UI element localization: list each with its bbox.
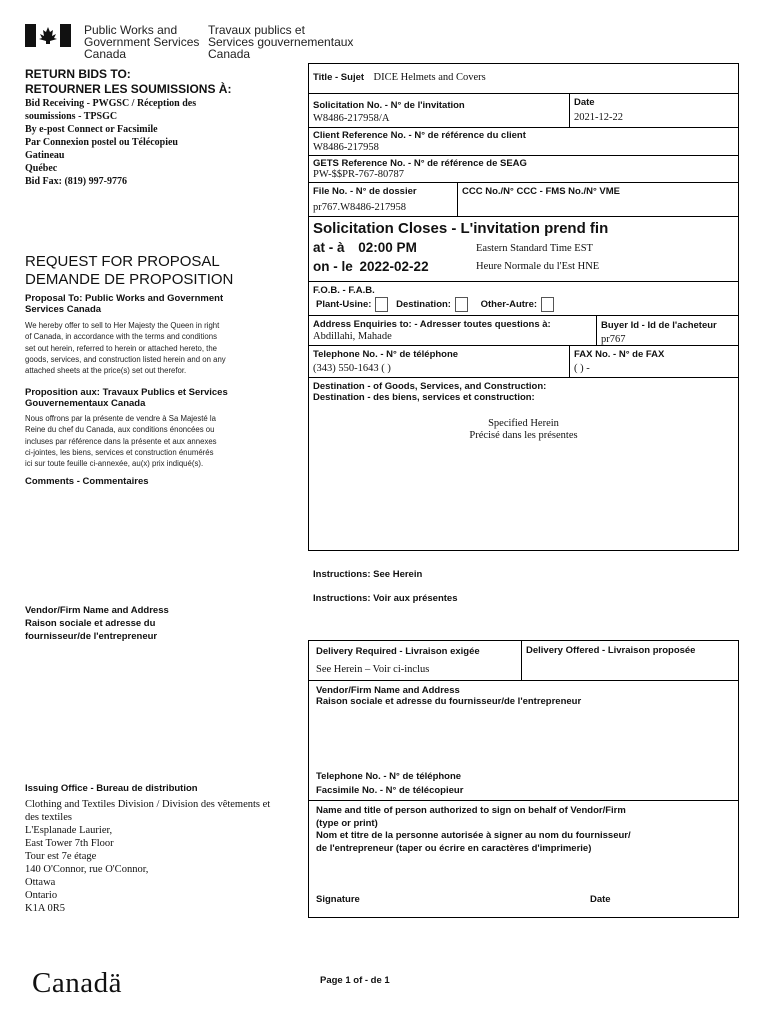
destination-label: Destination: (396, 299, 451, 311)
offer-text-fr: Nous offrons par la présente de vendre à Sa Majesté la Reine du chef du Canada, aux conditions énoncées ou incluses par référence dans la présente et aux annexes ci-jointes, les biens, services et construction énumérés ici sur toute feuille ci-annexée, au(x) prix indiqué(s). (25, 414, 217, 469)
client-ref-label: Client Reference No. - N° de référence du client (313, 130, 526, 141)
request-for-proposal-title: REQUEST FOR PROPOSAL DEMANDE DE PROPOSITION (25, 253, 234, 288)
signature-label[interactable]: Signature (316, 894, 360, 905)
address-enquiries-label: Address Enquiries to: - Adresser toutes questions à: (313, 319, 551, 330)
instructions-en: Instructions: See Herein (313, 569, 423, 580)
file-no-label: File No. - N° de dossier (313, 186, 417, 197)
buyer-id-label: Buyer Id - Id de l'acheteur (601, 320, 717, 331)
offer-text-en: We hereby offer to sell to Her Majesty the Queen in right of Canada, in accordance with the terms and conditions set out herein, referred to herein or attached hereto, the goods, services, and construction listed herein and on any attached sheets at the price(s) set out therefor. (25, 321, 226, 376)
gets-ref-value: PW-$$PR-767-80787 (313, 169, 405, 180)
department-name-fr: Travaux publics et Services gouvernementaux Canada (208, 23, 354, 61)
telephone-value: (343) 550-1643 ( ) (313, 363, 391, 374)
closing-date-row (313, 259, 429, 274)
fob-options (316, 297, 554, 312)
at-label: at - à (313, 240, 345, 255)
return-bids-title-fr: RETOURNER LES SOUMISSIONS À: (25, 82, 232, 96)
issuing-office-address: Clothing and Textiles Division / Division des vêtements et des textiles L'Esplanade Laurier, East Tower 7th Floor Tour est 7e étage 140 O'Connor, rue O'Connor, Ottawa Ontario K1A 0R5 (25, 799, 271, 914)
other-checkbox[interactable] (541, 297, 554, 312)
buyer-id-value: pr767 (601, 334, 626, 345)
page-number: Page 1 of - de 1 (320, 975, 390, 986)
delivery-offered-label[interactable]: Delivery Offered - Livraison proposée (526, 645, 696, 656)
address-enquiries-value: Abdillahi, Mahade (313, 331, 392, 342)
vendor-phone-label[interactable]: Telephone No. - N° de téléphone (316, 771, 462, 782)
fax-label: FAX No. - N° de FAX (574, 349, 665, 360)
title-value: DICE Helmets and Covers (373, 72, 486, 83)
vendor-fax-label[interactable]: Facsimile No. - N° de télécopieur (316, 785, 464, 796)
proposal-to-en: Proposal To: Public Works and Government Services Canada (25, 293, 224, 315)
vendor-name-address-field[interactable]: Vendor/Firm Name and Address Raison sociale et adresse du fournisseur/de l'entrepreneur (316, 685, 582, 707)
timezone-fr: Heure Normale du l'Est HNE (476, 261, 600, 272)
department-name-en: Public Works and Government Services Canada (84, 23, 200, 61)
client-ref-value: W8486-217958 (313, 142, 379, 153)
timezone-en: Eastern Standard Time EST (476, 243, 593, 254)
title-field (313, 67, 486, 85)
ccc-no-label: CCC No./N° CCC - FMS No./N° VME (462, 186, 621, 197)
closing-time: 02:00 PM (358, 240, 417, 255)
destination-goods-value: Specified Herein Précisé dans les présentes (469, 418, 578, 441)
on-label: on - le (313, 259, 353, 274)
file-no-value: pr767.W8486-217958 (313, 202, 407, 213)
solicitation-value: W8486-217958/A (313, 113, 390, 124)
delivery-required-value: See Herein – Voir ci-inclus (316, 664, 430, 675)
fob-label: F.O.B. - F.A.B. (313, 285, 375, 296)
proposal-to-fr: Proposition aux: Travaux Publics et Services Gouvernementaux Canada (25, 387, 228, 409)
delivery-required-label: Delivery Required - Livraison exigée (316, 646, 480, 657)
comments-label: Comments - Commentaires (25, 476, 149, 487)
canada-flag-logo (25, 24, 71, 47)
signature-date-label[interactable]: Date (590, 894, 611, 905)
gets-ref-label: GETS Reference No. - N° de référence de SEAG (313, 158, 527, 169)
return-bids-title-en: RETURN BIDS TO: (25, 67, 131, 81)
instructions-fr: Instructions: Voir aux présentes (313, 593, 458, 604)
vendor-firm-label: Vendor/Firm Name and Address Raison sociale et adresse du fournisseur/de l'entrepreneur (25, 605, 169, 642)
solicitation-label: Solicitation No. - N° de l'invitation (313, 100, 465, 111)
plant-label: Plant-Usine: (316, 299, 372, 311)
destination-goods-label: Destination - of Goods, Services, and Construction: Destination - des biens, services et construction: (313, 381, 547, 403)
telephone-label: Telephone No. - N° de téléphone (313, 349, 459, 360)
plant-checkbox[interactable] (375, 297, 388, 312)
date-label: Date (574, 97, 595, 108)
title-label: Title - Sujet (313, 72, 365, 83)
other-label: Other-Autre: (480, 299, 538, 311)
closing-date: 2022-02-22 (359, 259, 429, 274)
date-value: 2021-12-22 (574, 112, 623, 123)
issuing-office-label: Issuing Office - Bureau de distribution (25, 783, 198, 794)
destination-checkbox[interactable] (455, 297, 468, 312)
canada-wordmark: Canadä (32, 967, 122, 999)
authorized-signer-field[interactable]: Name and title of person authorized to sign on behalf of Vendor/Firm (type or print) Nom et titre de la personne autorisée à signer au nom du fournisseur/ de l'entrepreneur (taper ou écrire en caractères d'imprimerie) (316, 805, 631, 854)
fax-value: ( ) - (574, 363, 590, 374)
solicitation-closes-title: Solicitation Closes - L'invitation prend fin (313, 220, 609, 237)
closing-time-row (313, 240, 417, 255)
return-bids-address: Bid Receiving - PWGSC / Réception des soumissions - TPSGC By e-post Connect or Facsimile Par Connexion postel ou Télécopieu Gatineau Québec Bid Fax: (819) 997-9776 (25, 98, 197, 187)
